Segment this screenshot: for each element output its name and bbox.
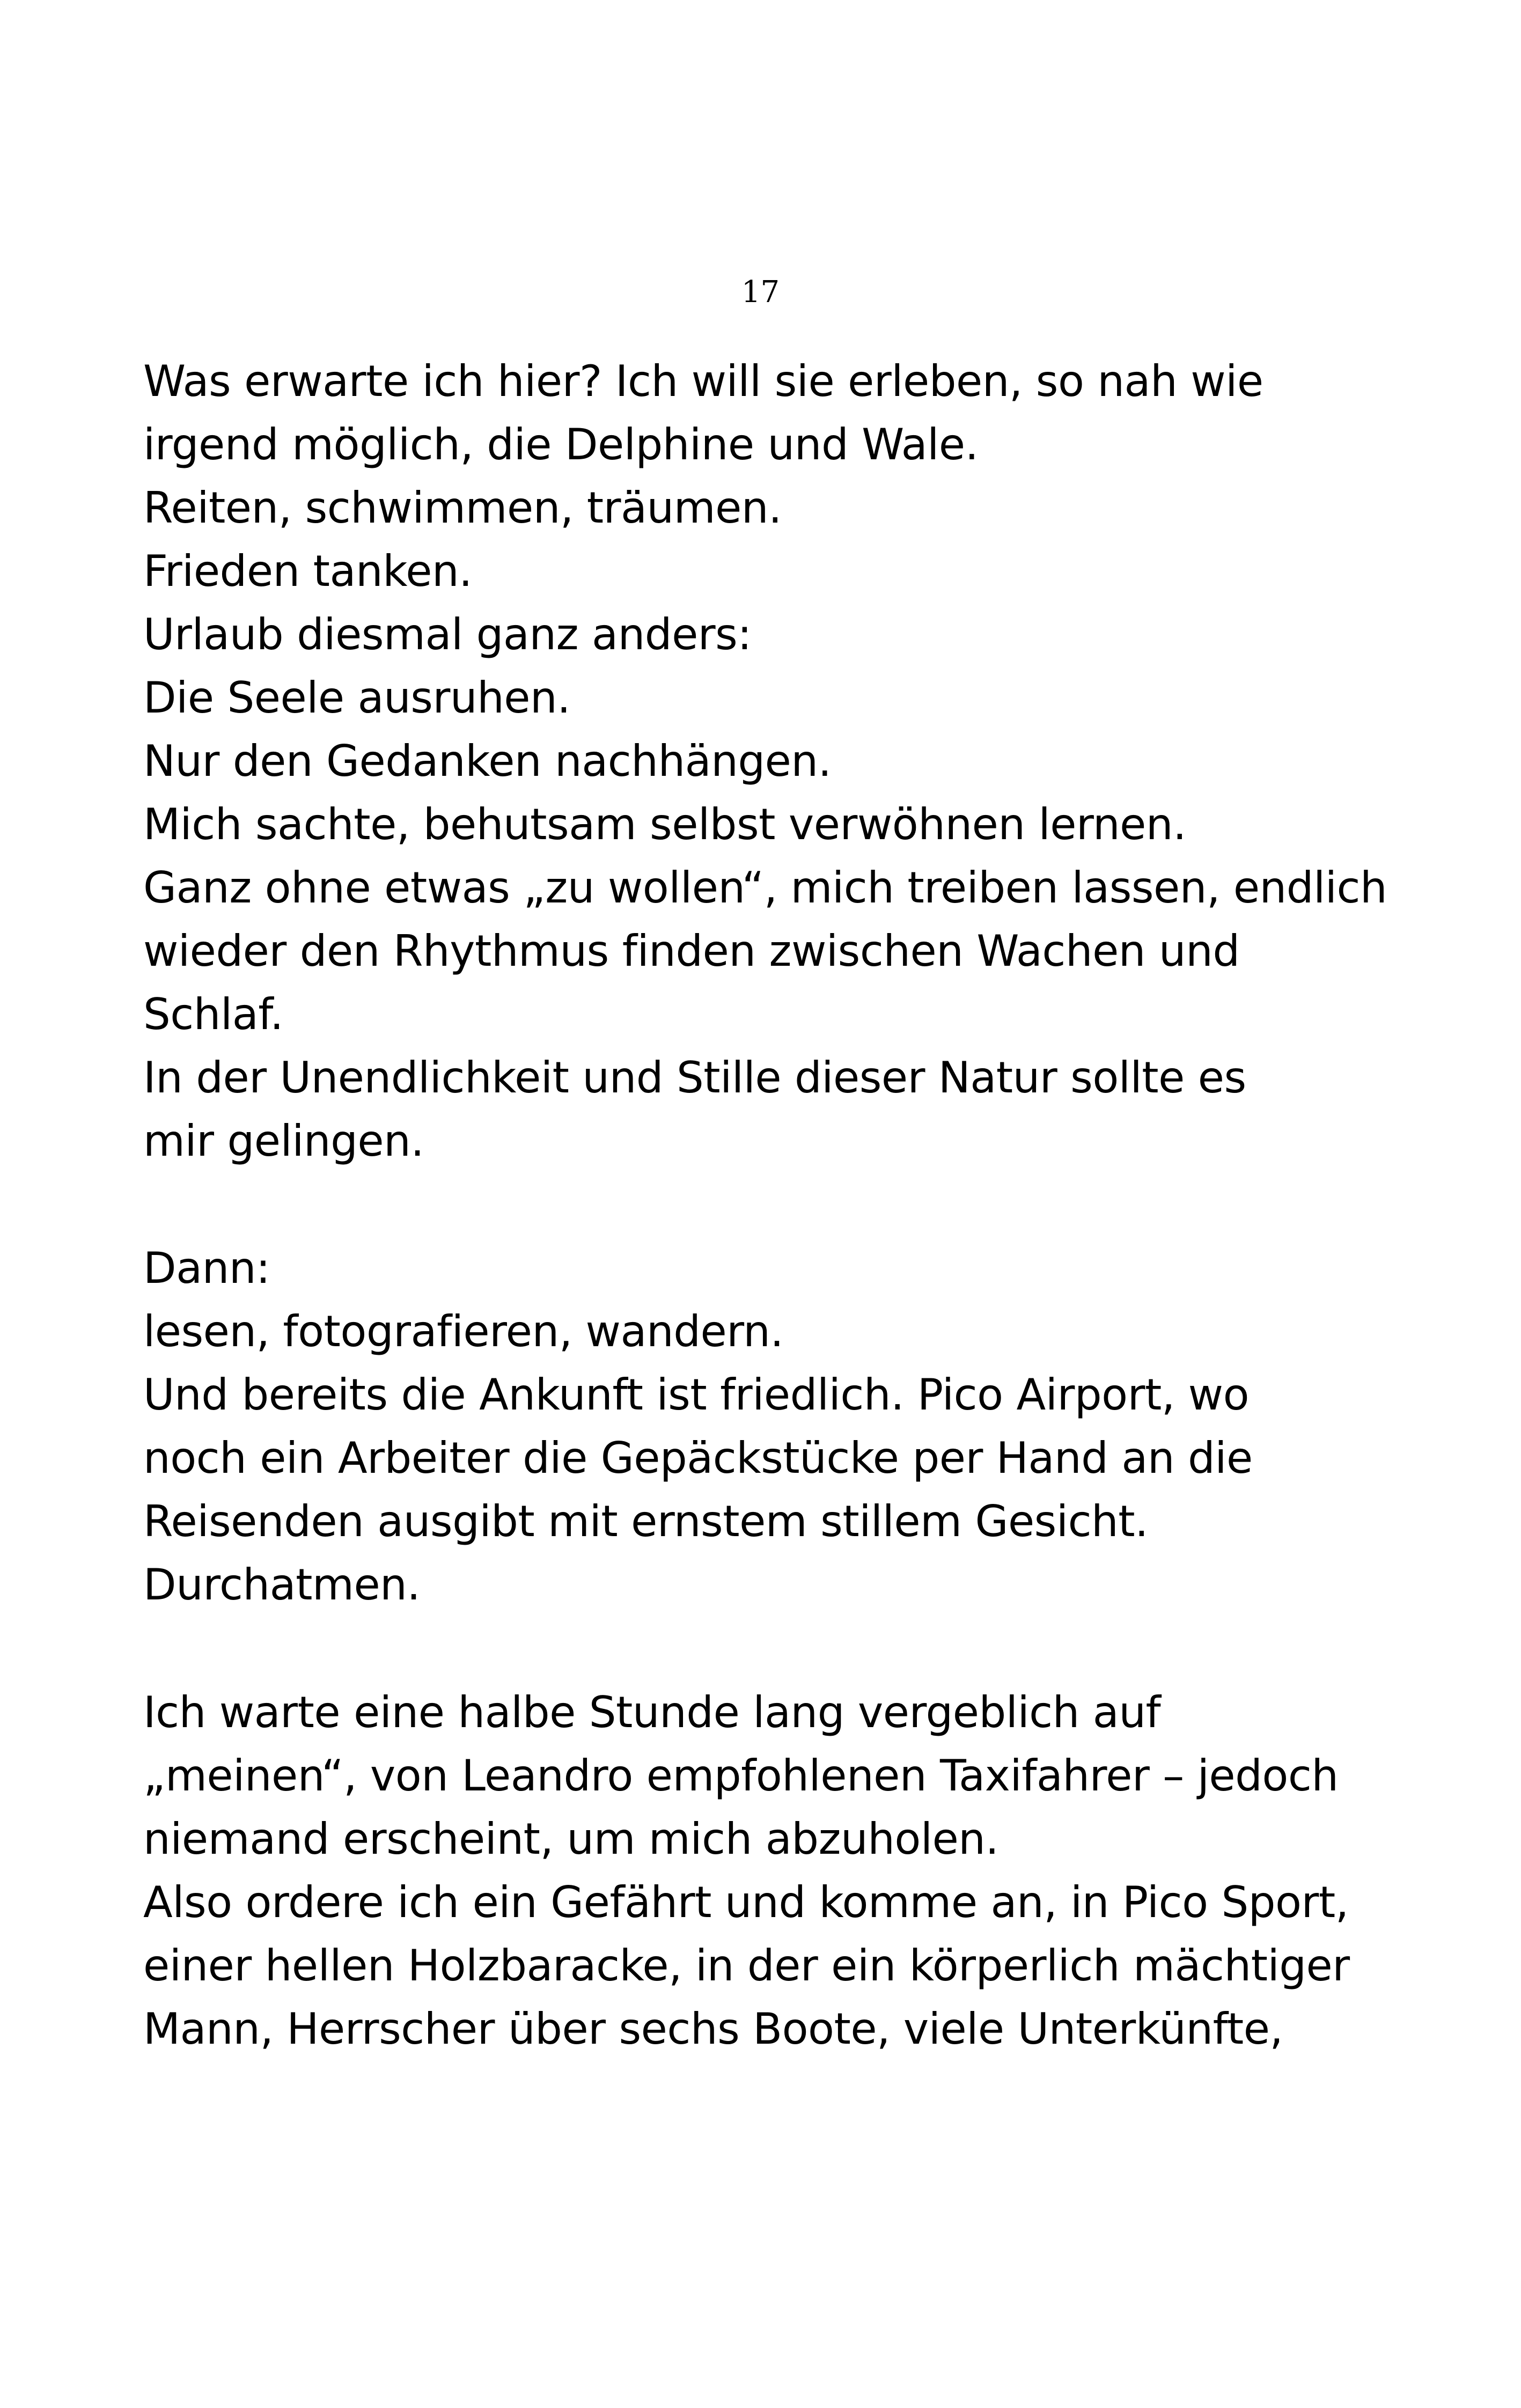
text-line: Und bereits die Ankunft ist friedlich. Pico Airport, wo [143, 1370, 1250, 1420]
text-line: wieder den Rhythmus finden zwischen Wachen und [143, 926, 1240, 976]
text-line: niemand erscheint, um mich abzuholen. [143, 1814, 999, 1864]
text-line: Durchatmen. [143, 1560, 421, 1610]
text-line: Was erwarte ich hier? Ich will sie erleben, so nah wie [143, 356, 1263, 406]
text-line: Reisenden ausgibt mit ernstem stillem Gesicht. [143, 1496, 1149, 1546]
text-line: noch ein Arbeiter die Gepäckstücke per Hand an die [143, 1433, 1253, 1483]
text-line: Schlaf. [143, 989, 283, 1039]
text-line: Mich sachte, behutsam selbst verwöhnen lernen. [143, 799, 1186, 849]
text-line: Reiten, schwimmen, träumen. [143, 483, 782, 533]
text-line: lesen, fotografieren, wandern. [143, 1306, 784, 1356]
paragraph-3 [143, 1681, 1409, 2061]
text-line: Mann, Herrscher über sechs Boote, viele Unterkünfte, [143, 2004, 1283, 2054]
text-line: Nur den Gedanken nachhängen. [143, 736, 832, 786]
paragraph-2 [143, 1237, 1409, 1617]
text-line: Ich warte eine halbe Stunde lang vergeblich auf [143, 1687, 1161, 1737]
text-line: Urlaub diesmal ganz anders: [143, 610, 752, 659]
text-line: irgend möglich, die Delphine und Wale. [143, 420, 979, 469]
page-number: 17 [741, 275, 780, 310]
text-line: einer hellen Holzbaracke, in der ein körperlich mächtiger [143, 1941, 1350, 1991]
text-line: „meinen“, von Leandro empfohlenen Taxifahrer – jedoch [143, 1751, 1339, 1801]
text-line: Also ordere ich ein Gefährt und komme an, in Pico Sport, [143, 1877, 1349, 1927]
text-line: mir gelingen. [143, 1116, 424, 1166]
text-line: Frieden tanken. [143, 546, 473, 596]
text-line: Die Seele ausruhen. [143, 673, 571, 723]
paragraph-1 [143, 350, 1409, 1173]
text-line: In der Unendlichkeit und Stille dieser Natur sollte es [143, 1053, 1246, 1103]
text-line: Dann: [143, 1243, 270, 1293]
text-line: Ganz ohne etwas „zu wollen“, mich treiben lassen, endlich [143, 863, 1387, 913]
